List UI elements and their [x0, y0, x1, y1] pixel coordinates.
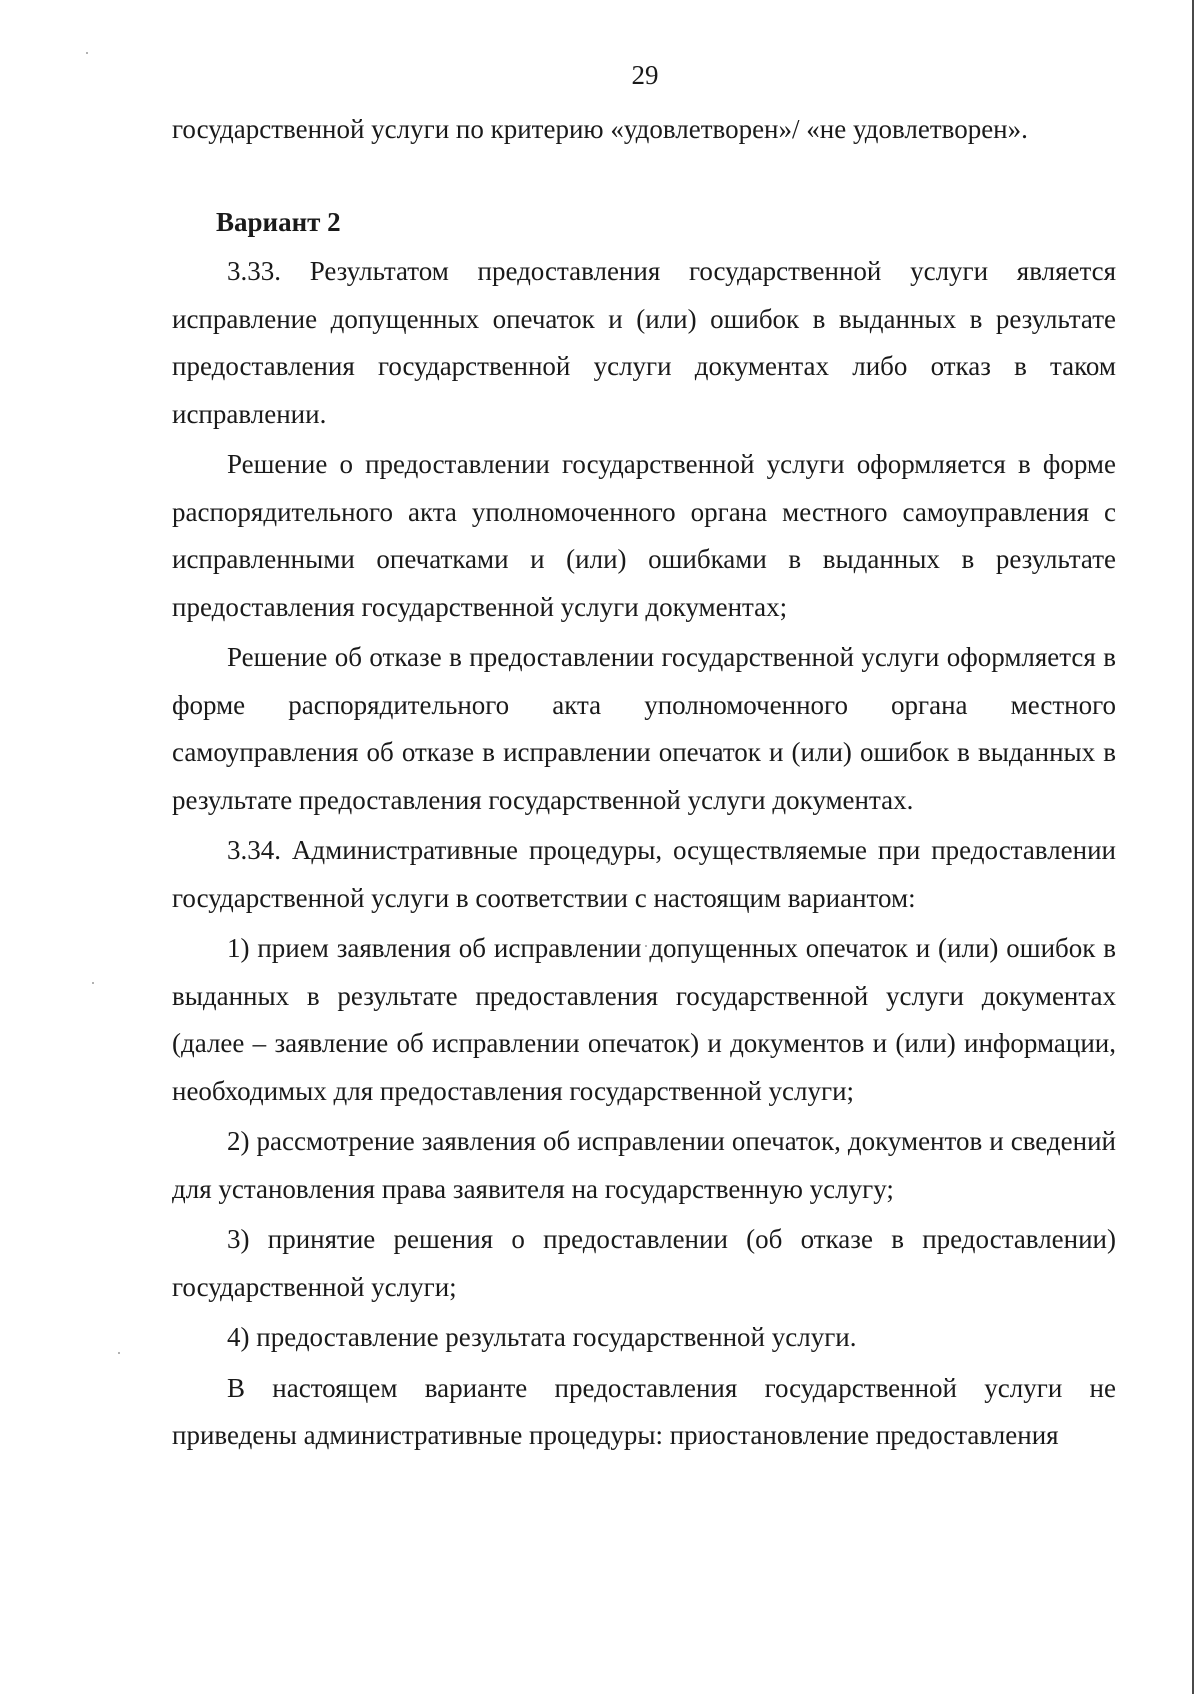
- scan-speck: [118, 1352, 120, 1354]
- continuation-text: государственной услуги по критерию «удовлетворен»/ «не удовлетворен».: [172, 114, 1028, 144]
- section-heading: Вариант 2: [216, 206, 341, 237]
- paragraph: В настоящем варианте предоставления государственной услуги не приведены административные процедуры: приостановление предоставления: [172, 1372, 1116, 1450]
- document-body: [172, 106, 1116, 1460]
- paragraph: Решение о предоставлении государственной услуги оформляется в форме распорядительного акта уполномоченного органа местного самоуправления с исправленными опечатками и (или) ошибками в выданных в результате предоставления государственной услуги документах;: [172, 449, 1116, 622]
- paragraph: 3.34. Административные процедуры, осуществляемые при предоставлении государственной услуги в соответствии с настоящим вариантом:: [172, 835, 1116, 913]
- list-item: 2) рассмотрение заявления об исправлении опечаток, документов и сведений для установления права заявителя на государственную услугу;: [172, 1126, 1116, 1204]
- list-item: 3) принятие решения о предоставлении (об отказе в предоставлении) государственной услуги;: [172, 1224, 1116, 1302]
- page-number: 29: [631, 60, 659, 90]
- list-item: 4) предоставление результата государственной услуги.: [227, 1322, 857, 1352]
- list-item: 1) прием заявления об исправлении допущенных опечаток и (или) ошибок в выданных в результате предоставления государственной услуги документах (далее – заявление об исправлении опечаток) и документов и (или) информации, необходимых для предоставления государственной услуги;: [172, 933, 1116, 1106]
- scan-speck: [92, 982, 94, 984]
- paragraph: Решение об отказе в предоставлении государственной услуги оформляется в форме распорядительного акта уполномоченного органа местного самоуправления об отказе в исправлении опечаток и (или) ошибок в выданных в результате предоставления государственной услуги документах.: [172, 642, 1116, 815]
- page-edge-line: [1192, 0, 1194, 1694]
- paragraph: 3.33. Результатом предоставления государственной услуги является исправление допущенных опечаток и (или) ошибок в выданных в результате предоставления государственной услуги документах либо отказ в таком исправлении.: [172, 256, 1116, 429]
- scan-speck: [86, 52, 88, 54]
